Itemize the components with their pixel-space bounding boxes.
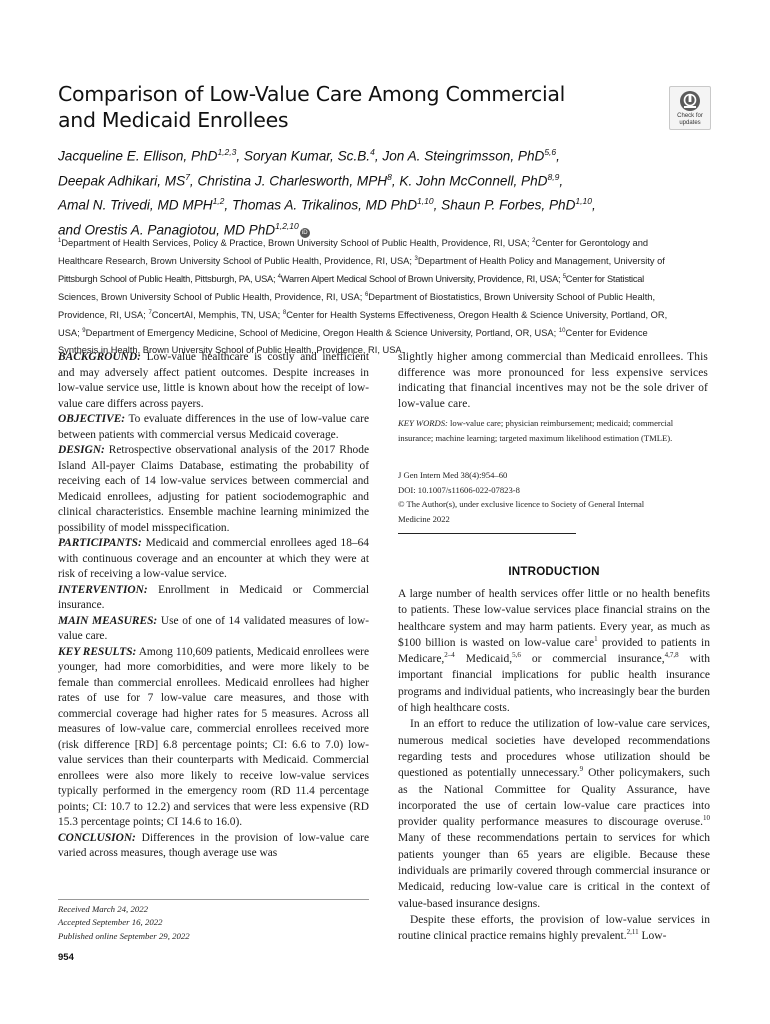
abstract-label: DESIGN: [58,444,105,456]
author-separator: , [433,197,442,213]
abstract-text: Among 110,609 patients, Medicaid enrollees were younger, had more comorbidities, and were more likely to be female than commercial enrollees. Medicaid enrollees had higher rates of use for 7 low-value care measures, and those with commercial coverage had higher rates for 5 measures. Across all measures of low-value care, commercial enrollees received more (risk difference [RD] 6.8 percentage points; CI: 6.6 to 7.0) low-value services than their counterparts with Medicaid. Commercial enrollees were also more likely to receive low-value services typically performed in the emergency room (RD 11.4 percentage points; CI: 10.7 to 12.2) and services that were less expensive (RD 15.3 percentage points; CI 14.6 to 16.0). [58,645,369,828]
author-name: Christina J. Charlesworth, MPH [197,173,388,189]
citation-ref[interactable]: 5,6 [512,651,521,660]
author-line [58,142,708,167]
affiliation-text: Center for Gerontology and [535,238,649,249]
paragraph-text: A large number of health services offer little or no health benefits to patients. These low-value services place financial strains on the healthcare system and may harm patients. Every year, as much as $100 billion is wasted on low-value care [398,588,710,649]
affiliation-text: Department of Health Policy and Management, University of [417,256,665,267]
paragraph [398,912,710,945]
paragraph-text: or commercial insurance, [520,653,665,666]
badge-label-1: Check for [677,113,703,119]
abstract-label: CONCLUSION: [58,831,136,844]
affiliation-text: Department of Emergency Medicine, School of Medicine, Oregon Health & Science University, Portland, OR, USA; [85,328,559,339]
abstract-label: OBJECTIVE: [58,413,126,425]
author-affil-ref: 4 [370,147,375,157]
author-name: Shaun P. Forbes, PhD [441,197,576,213]
affiliation-text: Synthesis in Health, Brown University School of Public Health, Providence, RI, USA. [58,344,405,355]
abstract [58,350,369,862]
title-line-1: Comparison of Low-Value Care Among Commercial [58,82,566,106]
author-affil-ref: 8 [387,171,392,182]
author-name: Thomas A. Trikalinos, MD PhD [231,197,418,213]
paragraph-text: Despite these efforts, the provision of low-value services in routine clinical practice remains highly prevalent. [398,913,710,943]
author-affil-ref: 1,2,10 [275,220,299,231]
doi-link[interactable]: DOI: 10.1007/s11606-022-07823-8 [398,484,520,495]
keywords-text: low-value care; physician reimbursement; medicaid; commercial insurance; machine learning; targeted maximum likelihood estimation (TMLE). [398,418,674,443]
badge-label-2: updates [679,119,701,126]
author-separator: , [591,197,596,213]
author-name: Soryan Kumar, Sc.B. [243,148,371,164]
author-separator: , [189,173,198,189]
abstract-results [58,645,369,831]
author-affil-ref: 1,10 [575,196,592,207]
abstract-measures [58,614,369,645]
affiliation-text: Sciences, Brown University School of Public Health, Providence, RI, USA; [58,292,365,303]
author-list [58,142,708,240]
citation-ref[interactable]: 4,7,8 [664,651,679,660]
abstract-objective [58,412,369,443]
author-separator: , [391,173,400,189]
abstract-label: MAIN MEASURES: [58,614,158,627]
abstract-background [58,350,369,412]
keywords [398,416,710,446]
author-affil-ref: 1,2 [212,196,225,207]
author-name: and Orestis A. Panagiotou, MD PhD [58,222,276,238]
author-name: Deepak Adhikari, MS [58,173,186,189]
article-title [58,81,618,133]
abstract-label: INTERVENTION: [58,583,148,596]
page-number: 954 [58,952,74,963]
abstract-text: Enrollment in Medicaid or Commercial insurance. [58,583,369,611]
citation-ref[interactable]: 9 [579,765,584,774]
author-separator: , [559,173,564,189]
abstract-continuation: slightly higher among commercial than Medicaid enrollees. This difference was more pronounced for less expensive services indicating that financial incentives may not be the sole driver of low-value care. [398,351,708,410]
affiliation-text: Pittsburgh School of Public Health, Pittsburgh, PA, USA; [58,274,278,285]
affiliation-text: Center for Health Systems Effectiveness, Oregon Health & Science University, Portland, OR, [286,310,668,321]
author-separator: , [224,197,232,213]
paragraph-text: provided to patients in Medicare, [398,636,710,666]
copyright-line: © The Author(s), under exclusive licence to Society of General Internal [398,499,645,509]
affiliation-text: Healthcare Research, Brown University School of Public Health, Providence, RI, USA; [58,256,415,267]
citation-ref[interactable]: 2,11 [626,928,639,937]
citation-ref[interactable]: 2–4 [444,651,455,660]
citation-info [398,468,710,526]
affiliation-text: Center for Statistical [565,274,645,285]
publication-dates [58,903,278,943]
author-name: Jacqueline E. Ellison, PhD [58,148,218,164]
abstract-text: Differences in the provision of low-value care varied across measures, though average use was [58,831,369,859]
received-date: Received March 24, 2022 [58,904,149,914]
orcid-icon[interactable]: iD [300,228,310,238]
affiliation-text: Warren Alpert Medical School of Brown University, Providence, RI, USA; [280,274,563,285]
abstract-text: Medicaid and commercial enrollees aged 18–64 with continuous coverage and an encounter at which they were at risk of receiving a low-value service. [58,537,369,580]
affiliation-text: Department of Biostatistics, Brown University School of Public Health, [368,292,656,303]
affiliation-text: ConcertAI, Memphis, TN, USA; [151,310,283,321]
paragraph-text: Many of these recommendations pertain to services for which patients younger than 65 years are eligible. Because these individuals are primarily covered through commercial insurance or Medicaid, reducing low-value care is critical in the context of value-based insurance designs. [398,832,710,910]
abstract-participants [58,536,369,583]
abstract-label: KEY RESULTS: [58,645,137,658]
author-name: K. John McConnell, PhD [399,173,548,189]
introduction-heading: INTRODUCTION [508,565,600,578]
abstract-text: Low-value healthcare is costly and inefficient and may adversely affect patient outcomes. Despite increases in low-value service use, little is known about how the receipt of low-value care differs across payers. [58,351,369,410]
author-line [58,167,708,192]
check-for-updates-icon [679,90,701,112]
published-date: Published online September 29, 2022 [58,930,190,941]
paragraph-text: with important financial implications for public health insurance programs and individual patients, who increasingly bear the burden of high healthcare costs. [398,653,711,715]
author-affil-ref: 7 [185,171,190,182]
paragraph [398,586,710,716]
abstract-text: Use of one of 14 validated measures of low-value care. [58,614,369,642]
author-affil-ref: 5,6 [544,147,557,157]
author-affil-ref: 1,2,3 [217,147,237,157]
check-for-updates-badge[interactable] [669,86,711,130]
author-separator: , [236,148,244,164]
abstract-intervention [58,583,369,614]
abstract-label: BACKGROUND: [58,351,141,363]
abstract-label: PARTICIPANTS: [58,537,142,549]
affiliation-text: Providence, RI, USA; [58,310,149,321]
journal-reference: J Gen Intern Med 38(4):954–60 [398,470,508,480]
author-line [58,191,708,216]
citation-ref[interactable]: 1 [594,635,598,644]
author-separator: , [374,148,383,164]
accepted-date: Accepted September 16, 2022 [58,917,163,928]
abstract-conclusion [58,831,369,862]
affiliation-text: USA; [58,328,83,339]
author-affil-ref: 8,9 [547,171,560,182]
footer-divider [58,899,369,900]
abstract-text: Retrospective observational analysis of the 2017 Rhode Island All-payer Claims Database, estimating the probability of receiving each of 14 low-value services between commercial and Medicaid enrollees, adjusting for patient sociodemographic and clinical characteristics. Ensemble machine learning minimized the possibility of model misspecification. [58,444,369,534]
author-separator: , [556,148,560,164]
abstract-design [58,443,369,536]
affiliations: $^1$Department of Health Services, Policy & Practice, Brown University School of Public Health, Providence, RI, USA; $^2$Center for Gerontology and Healthcare Research, Brown University School of Public Health, Providence, RI, USA; $^3$Department of Health Policy and Management, University of Pittsburgh School of Public Health, Pittsburgh, PA, USA; $^4$Warren Alpert Medical School of Brown University, Providence, RI, USA; $^5$Center for Statistical Sciences, Brown University School of Public Health, Providence, RI, USA; $^6$Department of Biostatistics, Brown University School of Public Health, Providence, RI, USA; $^7$ConcertAI, Memphis, TN, USA; $^8$Center for Health Systems Effectiveness, Oregon Health & Science University, Portland, OR, USA; $^9$Department of Emergency Medicine, School of Medicine, Oregon Health & Science University, Portland, OR, USA; $^{10}$Center for Evidence Synthesis in Health, Brown University School of Public Health, Providence, RI, USA. [58,238,668,355]
abstract-text: To evaluate differences in the use of low-value care between patients with commercial versus Medicaid coverage. [58,413,369,441]
author-name: Amal N. Trivedi, MD MPH [58,197,213,213]
section-divider [398,533,576,534]
title-line-2: and Medicaid Enrollees [58,108,289,132]
author-name: Jon A. Steingrimsson, PhD [382,148,545,164]
author-affil-ref: 1,10 [417,196,434,207]
introduction-body [398,586,710,945]
paragraph-text: In an effort to reduce the utilization of low-value care services, numerous medical societies have developed recommendations regarding tests and procedures whose utilization should be questioned as potentially unnecessary. [398,718,710,780]
paragraph-text: Low- [638,930,667,943]
copyright-line: Medicine 2022 [398,513,450,524]
paragraph [398,716,710,912]
keywords-label: KEY WORDS: [398,418,448,428]
affiliation-text: Department of Health Services, Policy & Practice, Brown University School of Public Health, Providence, RI, USA; [61,238,533,249]
citation-ref[interactable]: 10 [703,814,710,823]
affiliation-text: Center for Evidence [565,328,648,339]
paragraph-text: Other policymakers, such as the National Committee for Quality Assurance, have incorporated the use of certain low-value care practices into provider quality performance measures to discourage overuse. [398,767,710,829]
paragraph-text: Medicaid, [454,653,513,666]
